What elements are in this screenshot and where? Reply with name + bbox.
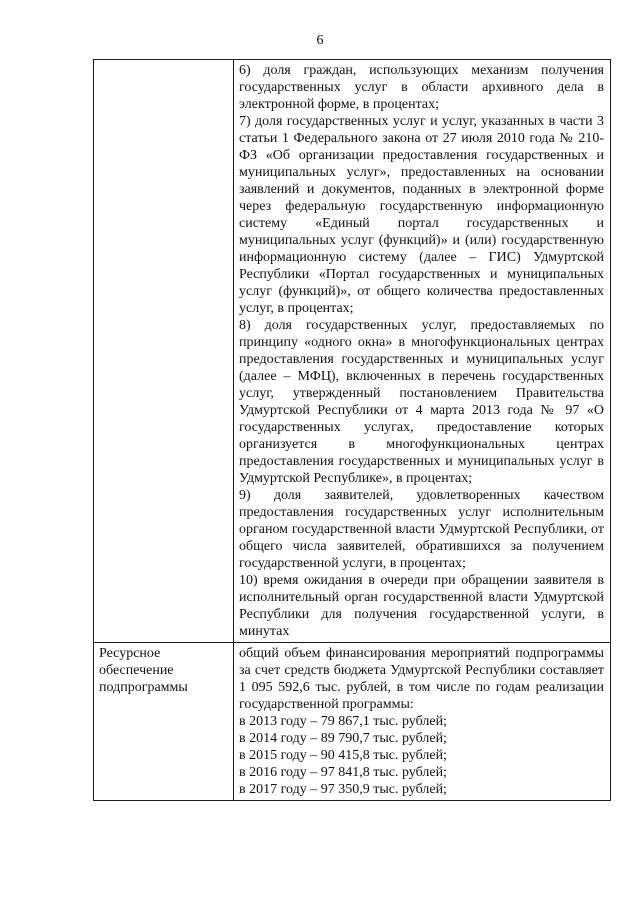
year-line: в 2014 году – 89 790,7 тыс. рублей;	[239, 731, 447, 746]
year-line: в 2015 году – 90 415,8 тыс. рублей;	[239, 748, 447, 763]
resource-intro: общий объем финансирования мероприятий подпрограммы за счет средств бюджета Удмуртской Республики составляет 1 095 592,6 тыс. рублей, в том числе по годам реализации государственной программы:	[239, 646, 604, 712]
year-line: в 2013 году – 79 867,1 тыс. рублей;	[239, 714, 447, 729]
indicator-item: 10) время ожидания в очереди при обращении заявителя в исполнительный орган государственной власти Удмуртской Республики для получения государственной услуги, в минутах	[239, 573, 604, 639]
indicator-item: 6) доля граждан, использующих механизм получения государственных услуг в области архивного дела в электронной форме, в процентах;	[239, 63, 604, 112]
indicator-item: 9) доля заявителей, удовлетворенных качеством предоставления государственных услуг исполнительным органом государственной власти Удмуртской Республики, от общего числа заявителей, обратившихся за получением государственной услуги, в процентах;	[239, 488, 604, 571]
year-line: в 2017 году – 97 350,9 тыс. рублей;	[239, 782, 447, 797]
subprogram-passport-table	[93, 59, 611, 801]
indicators-cell	[234, 60, 611, 643]
table-row-indicators	[94, 60, 611, 643]
page-number: 6	[316, 33, 324, 48]
row-label-empty	[94, 60, 234, 643]
indicator-item: 7) доля государственных услуг и услуг, указанных в части 3 статьи 1 Федерального закона от 27 июля 2010 года № 210-ФЗ «Об организации предоставления государственных и муниципальных услуг», предоставленных на основании заявлений и документов, поданных в электронной форме через федеральную государственную информационную систему «Единый портал государственных и муниципальных услуг (функций)» и (или) государственную информационную систему (далее – ГИС) Удмуртской Республики «Портал государственных и муниципальных услуг (функций)», от общего количества предоставленных услуг, в процентах;	[239, 114, 604, 316]
table-row-resource	[94, 643, 611, 801]
resource-cell	[234, 643, 611, 801]
indicator-item: 8) доля государственных услуг, предоставляемых по принципу «одного окна» в многофункциональных центрах предоставления государственных и муниципальных услуг (далее – МФЦ), включенных в перечень государственных услуг, утвержденный постановлением Правительства Удмуртской Республики от 4 марта 2013 года № 97 «О государственных услугах, предоставление которых организуется в многофункциональных центрах предоставления государственных и муниципальных услуг в Удмуртской Республике», в процентах;	[239, 318, 604, 486]
resource-label: Ресурсное обеспечение подпрограммы	[94, 643, 234, 801]
year-line: в 2016 году – 97 841,8 тыс. рублей;	[239, 765, 447, 780]
